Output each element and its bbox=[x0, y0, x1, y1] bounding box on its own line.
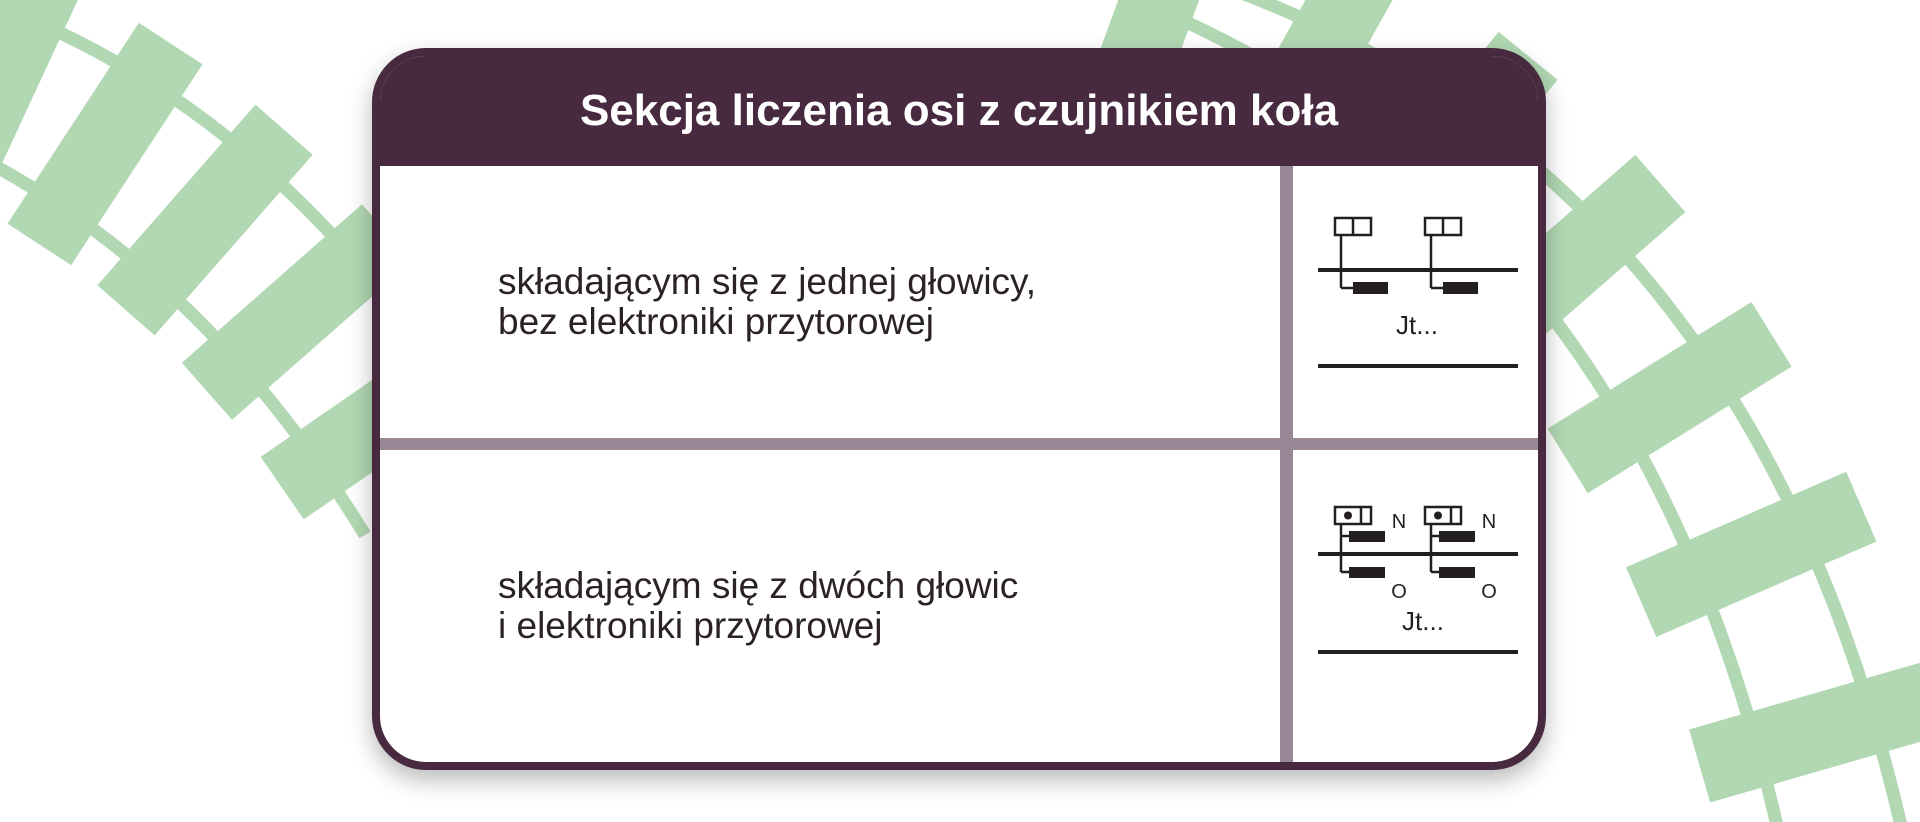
column-divider bbox=[1280, 166, 1293, 770]
sensor-head-icon bbox=[1425, 507, 1475, 578]
sensor-head-icon bbox=[1335, 507, 1385, 578]
symbol-label: Jt... bbox=[1402, 606, 1444, 636]
symbol-double-head bbox=[1293, 450, 1538, 762]
marker-o-label: O bbox=[1481, 581, 1497, 603]
symbol-single-head bbox=[1293, 166, 1538, 438]
row-description bbox=[498, 450, 1018, 762]
row-description bbox=[498, 166, 1036, 438]
marker-o-label: O bbox=[1391, 581, 1407, 603]
sensor-head-icon bbox=[1335, 218, 1388, 294]
row-description-line-2: bez elektroniki przytorowej bbox=[498, 301, 934, 342]
card-title: Sekcja liczenia osi z czujnikiem koła bbox=[380, 56, 1538, 166]
sensor-head-icon bbox=[1425, 218, 1478, 294]
row-description-line-1: składającym się z dwóch głowic bbox=[498, 565, 1019, 606]
row-description-line-2: i elektroniki przytorowej bbox=[498, 605, 883, 646]
marker-n-label: N bbox=[1391, 511, 1407, 533]
axle-counter-card bbox=[372, 48, 1546, 770]
row-divider bbox=[380, 438, 1538, 450]
sleeper-icon bbox=[1548, 302, 1792, 493]
marker-n-label: N bbox=[1481, 511, 1497, 533]
row-description-line-1: składającym się z jednej głowicy, bbox=[498, 261, 1037, 302]
symbol-label: Jt... bbox=[1396, 310, 1438, 340]
